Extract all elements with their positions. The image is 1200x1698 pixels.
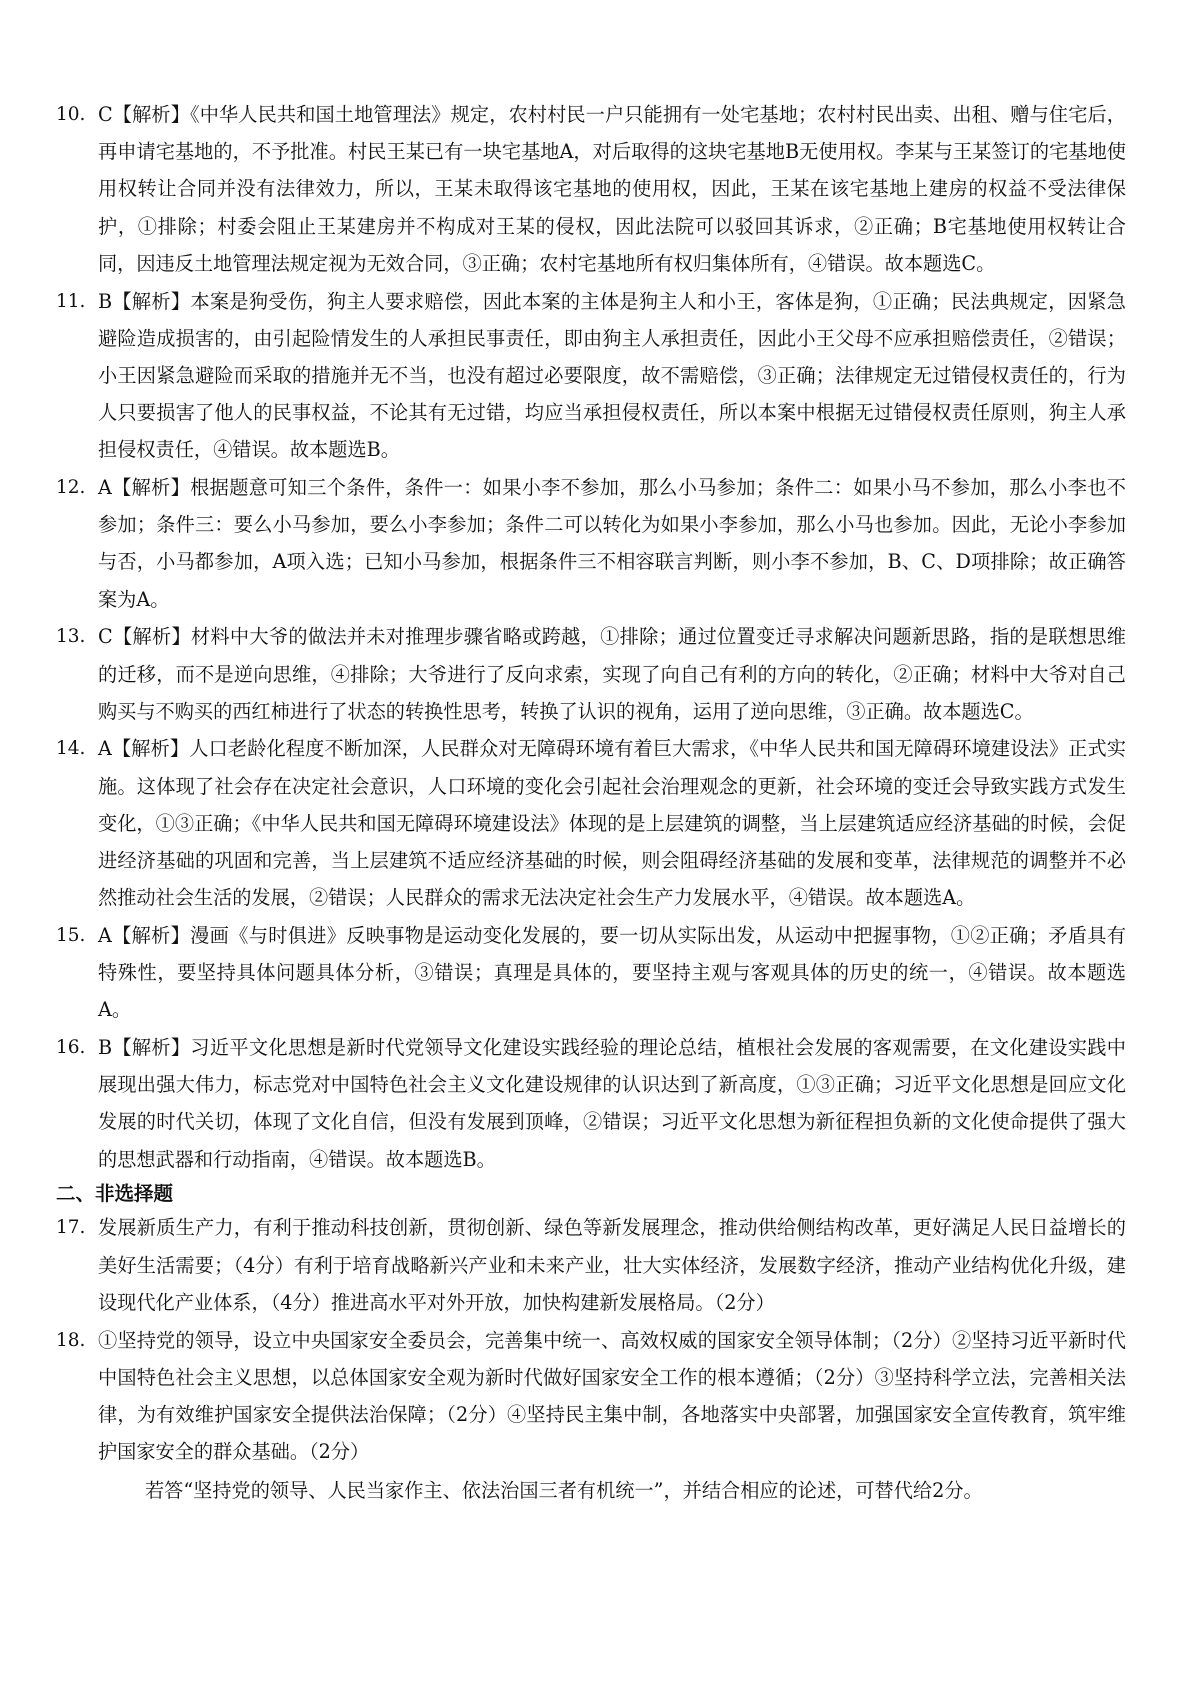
item-number: 11.: [56, 290, 86, 312]
item-number: 10.: [56, 104, 86, 125]
item-answer: ①坚持党的领导，设立中央国家安全委员会，完善集中统一、高效权威的国家安全领导体制；（2分）②坚持习近平新时代中国特色社会主义思想，以总体国家安全观为新时代做好国家安全工作的根本遵循；（2分）③坚持科学立法，完善相关法律，为有效维护国家安全提供法治保障；（2分）④坚持民主集中制，各地落实中央部署，加强国家安全宣传教育，筑牢维护国家安全的群众基础。（2分）: [98, 1328, 1126, 1464]
item-explanation: A【解析】根据题意可知三个条件，条件一：如果小李不参加，那么小马参加；条件二：如果小马不参加，那么小李也不参加；条件三：要么小马参加，要么小李参加；条件二可以转化为如果小李参加，那么小马也参加。因此，无论小李参加与否，小马都参加，A项入选；已知小马参加，根据条件三不相容联言判断，则小李不参加，B、C、D项排除；故正确答案为A。: [98, 476, 1126, 611]
section-title: 二、非选择题: [56, 1182, 174, 1206]
answer-item-13: [56, 618, 1126, 730]
answer-item-10: [56, 96, 1126, 282]
item-explanation: C【解析】《中华人民共和国土地管理法》规定，农村村民一户只能拥有一处宅基地；农村村民出卖、出租、赠与住宅后，再申请宅基地的，不予批准。村民王某已有一块宅基地A，对后取得的这块宅基地B无使用权。李某与王某签订的宅基地使用权转让合同并没有法律效力，所以，王某未取得该宅基地的使用权，因此，王某在该宅基地上建房的权益不受法律保护，①排除；村委会阻止王某建房并不构成对王某的侵权，因此法院可以驳回其诉求，②正确；B宅基地使用权转让合同，因违反土地管理法规定视为无效合同，③正确；农村宅基地所有权归集体所有，④错误。故本题选C。: [98, 103, 1126, 275]
answer-item-17: [56, 1209, 1126, 1321]
answer-page: [56, 96, 1126, 1510]
answer-item-14: [56, 730, 1126, 916]
item-number: 12.: [56, 477, 86, 499]
item-number: 13.: [56, 626, 86, 648]
item-number: 15.: [56, 924, 86, 946]
answer-item-12: [56, 469, 1126, 618]
item-number: 16.: [56, 1037, 86, 1059]
item-explanation: B【解析】本案是狗受伤，狗主人要求赔偿，因此本案的主体是狗主人和小王，客体是狗，①正确；民法典规定，因紧急避险造成损害的，由引起险情发生的人承担民事责任，即由狗主人承担责任，因此小王父母不应承担赔偿责任，②错误；小王因紧急避险而采取的措施并无不当，也没有超过必要限度，故不需赔偿，③正确；法律规定无过错侵权责任的，行为人只要损害了他人的民事权益，不论其有无过错，均应当承担侵权责任，所以本案中根据无过错侵权责任原则，狗主人承担侵权责任，④错误。故本题选B。: [98, 289, 1126, 462]
answer-item-15: [56, 917, 1126, 1029]
answer-item-18: [56, 1322, 1126, 1471]
item-answer: 发展新质生产力，有利于推动科技创新，贯彻创新、绿色等新发展理念，推动供给侧结构改革，更好满足人民日益增长的美好生活需要；（4分）有利于培育战略新兴产业和未来产业，壮大实体经济，发展数字经济，推动产业结构优化升级，建设现代化产业体系，（4分）推进高水平对外开放，加快构建新发展格局。（2分）: [98, 1216, 1126, 1314]
answer-item-11: [56, 283, 1126, 469]
item-explanation: A【解析】人口老龄化程度不断加深，人民群众对无障碍环境有着巨大需求，《中华人民共和国无障碍环境建设法》正式实施。这体现了社会存在决定社会意识，人口环境的变化会引起社会治理观念的更新，社会环境的变迁会导致实践方式发生变化，①③正确；《中华人民共和国无障碍环境建设法》体现的是上层建筑的调整，当上层建筑适应经济基础的时候，会促进经济基础的巩固和完善，当上层建筑不适应经济基础的时候，则会阻碍经济基础的发展和变革，法律规范的调整并不必然推动社会生活的发展，②错误；人民群众的需求无法决定社会生产力发展水平，④错误。故本题选A。: [98, 737, 1126, 910]
item-explanation: C【解析】材料中大爷的做法并未对推理步骤省略或跨越，①排除；通过位置变迁寻求解决问题新思路，指的是联想思维的迁移，而不是逆向思维，④排除；大爷进行了反向求索，实现了向自己有利的方向的转化，②正确；材料中大爷对自己购买与不购买的西红柿进行了状态的转换性思考，转换了认识的视角，运用了逆向思维，③正确。故本题选C。: [98, 625, 1126, 723]
item-explanation: B【解析】习近平文化思想是新时代党领导文化建设实践经验的理论总结，植根社会发展的客观需要，在文化建设实践中展现出强大伟力，标志党对中国特色社会主义文化建设规律的认识达到了新高度，①③正确；习近平文化思想是回应文化发展的时代关切，体现了文化自信，但没有发展到顶峰，②错误；习近平文化思想为新征程担负新的文化使命提供了强大的思想武器和行动指南，④错误。故本题选B。: [98, 1036, 1126, 1171]
scoring-note: 若答“坚持党的领导、人民当家作主、依法治国三者有机统一”，并结合相应的论述，可替代给2分。: [145, 1479, 983, 1503]
item-number: 17.: [56, 1217, 86, 1239]
item-number: 14.: [56, 738, 86, 760]
item-number: 18.: [56, 1329, 86, 1351]
item-explanation: A【解析】漫画《与时俱进》反映事物是运动变化发展的，要一切从实际出发，从运动中把握事物，①②正确；矛盾具有特殊性，要坚持具体问题具体分析，③错误；真理是具体的，要坚持主观与客观具体的历史的统一，④错误。故本题选A。: [98, 923, 1126, 1022]
answer-item-16: [56, 1029, 1126, 1178]
